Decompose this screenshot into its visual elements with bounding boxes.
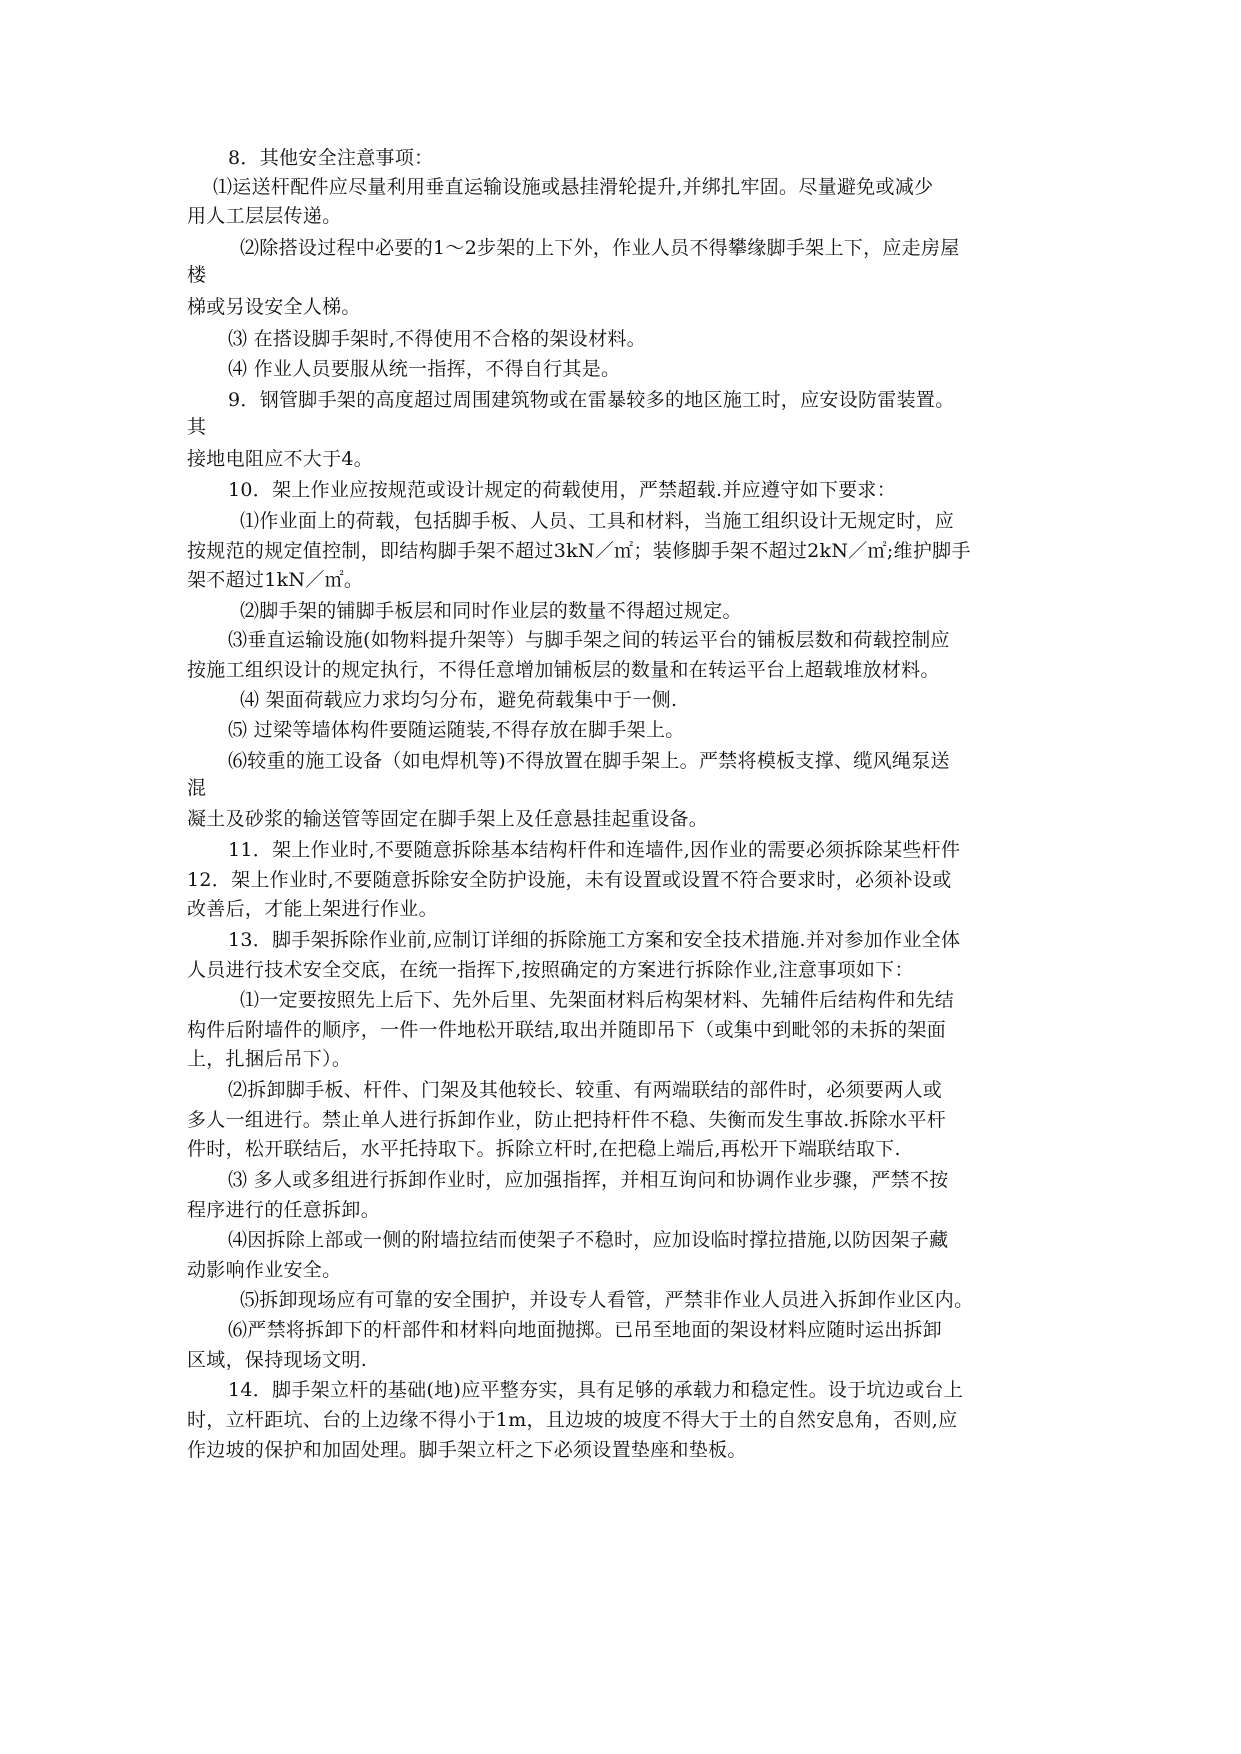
text-line: ⑵脚手架的铺脚手板层和同时作业层的数量不得超过规定。 (240, 600, 742, 622)
text-line: 架不超过1kN／㎡。 (187, 569, 364, 591)
text-line: 11．架上作业时,不要随意拆除基本结构杆件和连墙件,因作业的需要必须拆除某些杆件 (228, 839, 961, 861)
text-line: 14．脚手架立杆的基础(地)应平整夯实，具有足够的承载力和稳定性。设于坑边或台上 (228, 1379, 964, 1401)
text-line: ⑹较重的施工设备（如电焊机等)不得放置在脚手架上。严禁将模板支撑、缆风绳泵送 (228, 750, 950, 772)
text-line: 改善后，才能上架进行作业。 (187, 898, 438, 920)
text-line: ⑵拆卸脚手板、杆件、门架及其他较长、较重、有两端联结的部件时，必须要两人或 (228, 1079, 943, 1101)
text-line: 动影响作业安全。 (187, 1259, 342, 1281)
text-line: 作边坡的保护和加固处理。脚手架立杆之下必须设置垫座和垫板。 (187, 1439, 747, 1461)
text-line: ⑷因拆除上部或一侧的附墙拉结而使架子不稳时，应加设临时撑拉措施,以防因架子藏 (228, 1229, 949, 1251)
text-line: 按施工组织设计的规定执行，不得任意增加铺板层的数量和在转运平台上超载堆放材料。 (187, 659, 940, 681)
text-line: ⑶垂直运输设施(如物料提升架等）与脚手架之间的转运平台的铺板层数和荷载控制应 (228, 629, 950, 651)
text-line: 上，扎捆后吊下）。 (187, 1048, 352, 1070)
text-line: 凝土及砂浆的输送管等固定在脚手架上及任意悬挂起重设备。 (187, 808, 709, 830)
text-line: 梯或另设安全人梯。 (187, 296, 361, 318)
text-line: 13．脚手架拆除作业前,应制订详细的拆除施工方案和安全技术措施.并对参加作业全体 (228, 929, 961, 951)
text-line: 多人一组进行。禁止单人进行拆卸作业，防止把持杆件不稳、失衡而发生事故.拆除水平杆 (187, 1109, 947, 1131)
text-line: ⑴一定要按照先上后下、先外后里、先架面材料后构架材料、先辅件后结构件和先结 (240, 989, 955, 1011)
text-line: 9．钢管脚手架的高度超过周围建筑物或在雷暴较多的地区施工时，应安设防雷装置。 (228, 389, 955, 411)
text-line: 其 (187, 416, 207, 438)
text-line: 件时，松开联结后，水平托持取下。拆除立杆时,在把稳上端后,再松开下端联结取下. (187, 1138, 901, 1160)
text-line: 混 (187, 777, 207, 799)
text-line: ⑴运送杆配件应尽量利用垂直运输设施或悬挂滑轮提升,并绑扎牢固。尽量避免或减少 (213, 176, 934, 198)
text-line: 10．架上作业应按规范或设计规定的荷载使用，严禁超载.并应遵守如下要求： (228, 479, 897, 501)
text-line: ⑵除搭设过程中必要的1～2步架的上下外，作业人员不得攀缘脚手架上下，应走房屋 (240, 237, 960, 259)
text-line: ⑸拆卸现场应有可靠的安全围护，并设专人看管，严禁非作业人员进入拆卸作业区内。 (240, 1289, 974, 1311)
text-line: ⑷ 作业人员要服从统一指挥，不得自行其是。 (228, 358, 621, 380)
text-line: 8．其他安全注意事项： (228, 147, 434, 169)
text-line: 人员进行技术安全交底，在统一指挥下,按照确定的方案进行拆除作业,注意事项如下： (187, 959, 914, 981)
text-line: 时，立杆距坑、台的上边缘不得小于1m，且边坡的坡度不得大于土的自然安息角，否则,应 (187, 1409, 958, 1431)
text-line: ⑶ 在搭设脚手架时,不得使用不合格的架设材料。 (228, 328, 646, 350)
text-line: 区域，保持现场文明. (187, 1349, 368, 1371)
text-line: 构件后附墙件的顺序，一件一件地松开联结,取出并随即吊下（或集中到毗邻的未拆的架面 (187, 1019, 947, 1041)
text-line: 接地电阻应不大于4。 (187, 448, 374, 470)
text-line: ⑷ 架面荷载应力求均匀分布，避免荷载集中于一侧. (240, 689, 678, 711)
text-line: ⑹严禁将拆卸下的杆部件和材料向地面抛掷。已吊至地面的架设材料应随时运出拆卸 (228, 1319, 943, 1341)
text-line: 按规范的规定值控制，即结构脚手架不超过3kN／㎡；装修脚手架不超过2kN／㎡;维护脚手 (187, 540, 971, 562)
text-line: 程序进行的任意拆卸。 (187, 1199, 381, 1221)
text-line: 12．架上作业时,不要随意拆除安全防护设施，未有设置或设置不符合要求时，必须补设或 (187, 869, 952, 891)
text-line: 用人工层层传递。 (187, 205, 342, 227)
text-line: ⑴作业面上的荷载，包括脚手板、人员、工具和材料，当施工组织设计无规定时，应 (240, 510, 955, 532)
text-line: 楼 (187, 264, 207, 286)
text-line: ⑶ 多人或多组进行拆卸作业时，应加强指挥，并相互询问和协调作业步骤，严禁不按 (228, 1169, 949, 1191)
text-line: ⑸ 过梁等墙体构件要随运随装,不得存放在脚手架上。 (228, 719, 685, 741)
